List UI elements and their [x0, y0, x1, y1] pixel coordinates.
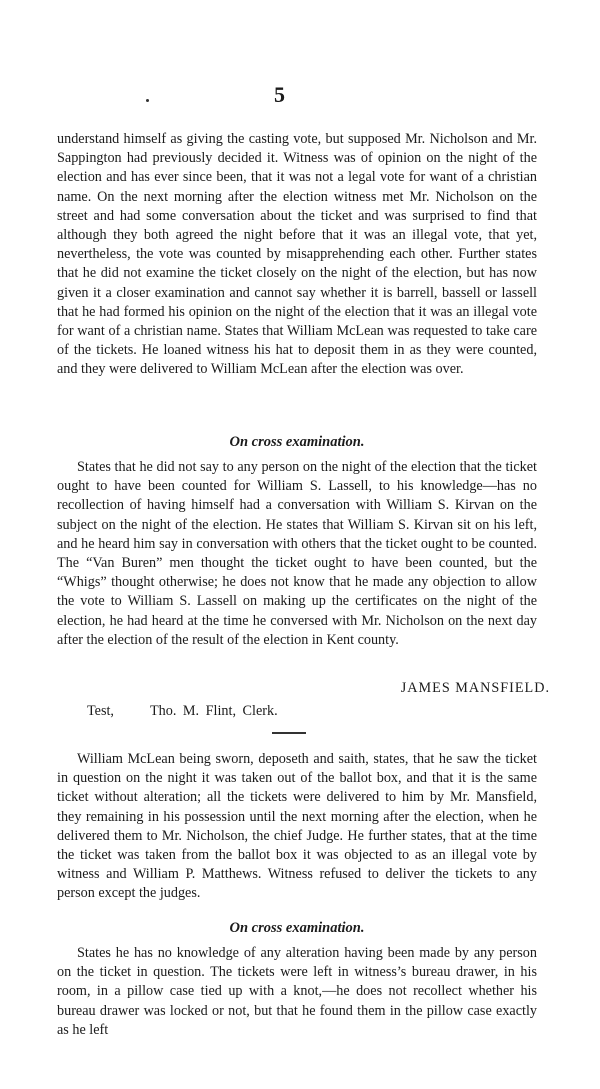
testimony-paragraph-4: States he has no knowledge of any alteration having been made by any person on the ticket in question. The tickets were left in witness’s bureau drawer, in his room, in a pillow case tied up with a knot,—he does not recollect whether his bureau drawer was locked or not, but that he found them in the pillow case exactly as he left — [57, 945, 537, 1038]
testimony-paragraph-3: William McLean being sworn, deposeth and saith, states, that he saw the ticket in question on the night it was taken out of the ballot box, and that it is the same ticket without alteration; all the tickets were delivered to him by Mr. Mansfield, they remaining in his possession until the next morning after the election, when he delivered them to Mr. Nicholson, the chief Judge. He further states, that at the time the ticket was taken from the ballot box it was objected to as an illegal vote by witness and William P. Matthews. Witness refused to deliver the tickets to any person except the judges. — [57, 751, 537, 902]
ink-speck — [146, 99, 149, 102]
witness-signature: JAMES MANSFIELD. — [400, 680, 550, 696]
testimony-paragraph-2: States that he did not say to any person on the night of the election that the ticket ought to have been counted for William S. Lassell, to his knowledge—has no recollection of having himself had a conversation with William S. Kirvan on the subject on the night of the election. He states that William S. Kirvan sit on his left, and he heard him say in conversation with others that the ticket ought to be counted. The “Van Buren” men thought the ticket ought to have been counted, but the “Whigs” thought otherwise; he does not know that he made any objection to allow the vote to William S. Lassell on making up the certificates on the night of the election, he had heard at the time he conversed with Mr. Nicholson on the next day after the election of the result of the election in Kent county. — [57, 459, 537, 648]
attestation-line — [87, 703, 278, 720]
cross-examination-heading-2: On cross examination. — [229, 920, 365, 936]
page-number: 5 — [274, 82, 286, 107]
section-divider — [272, 732, 306, 734]
clerk-signature: Tho. M. Flint, Clerk. — [149, 703, 278, 719]
testimony-paragraph-1: understand himself as giving the casting vote, but supposed Mr. Nicholson and Mr. Sappington had previously decided it. Witness was of opinion on the night of the election and has ever since been, that it was not a legal vote for want of a christian name. On the next morning after the election witness met Mr. Nicholson on the street and had some conversation about the ticket and was surprised to find that although they both agreed the night before that it was an illegal vote, that yet, nevertheless, the vote was counted by misapprehending each other. Further states that he did not examine the ticket closely on the night of the election, but has now given it a closer examination and cannot say whether it is barrell, bassell or lassell that he had formed his opinion on the night of the election that it was an illegal vote for want of a christian name. States that William McLean was requested to take care of the tickets. He loaned witness his hat to deposit them in as they were counted, and they were delivered to William McLean after the election was over. — [57, 131, 537, 378]
cross-examination-heading-1: On cross examination. — [229, 434, 365, 450]
test-label: Test, — [87, 703, 114, 719]
